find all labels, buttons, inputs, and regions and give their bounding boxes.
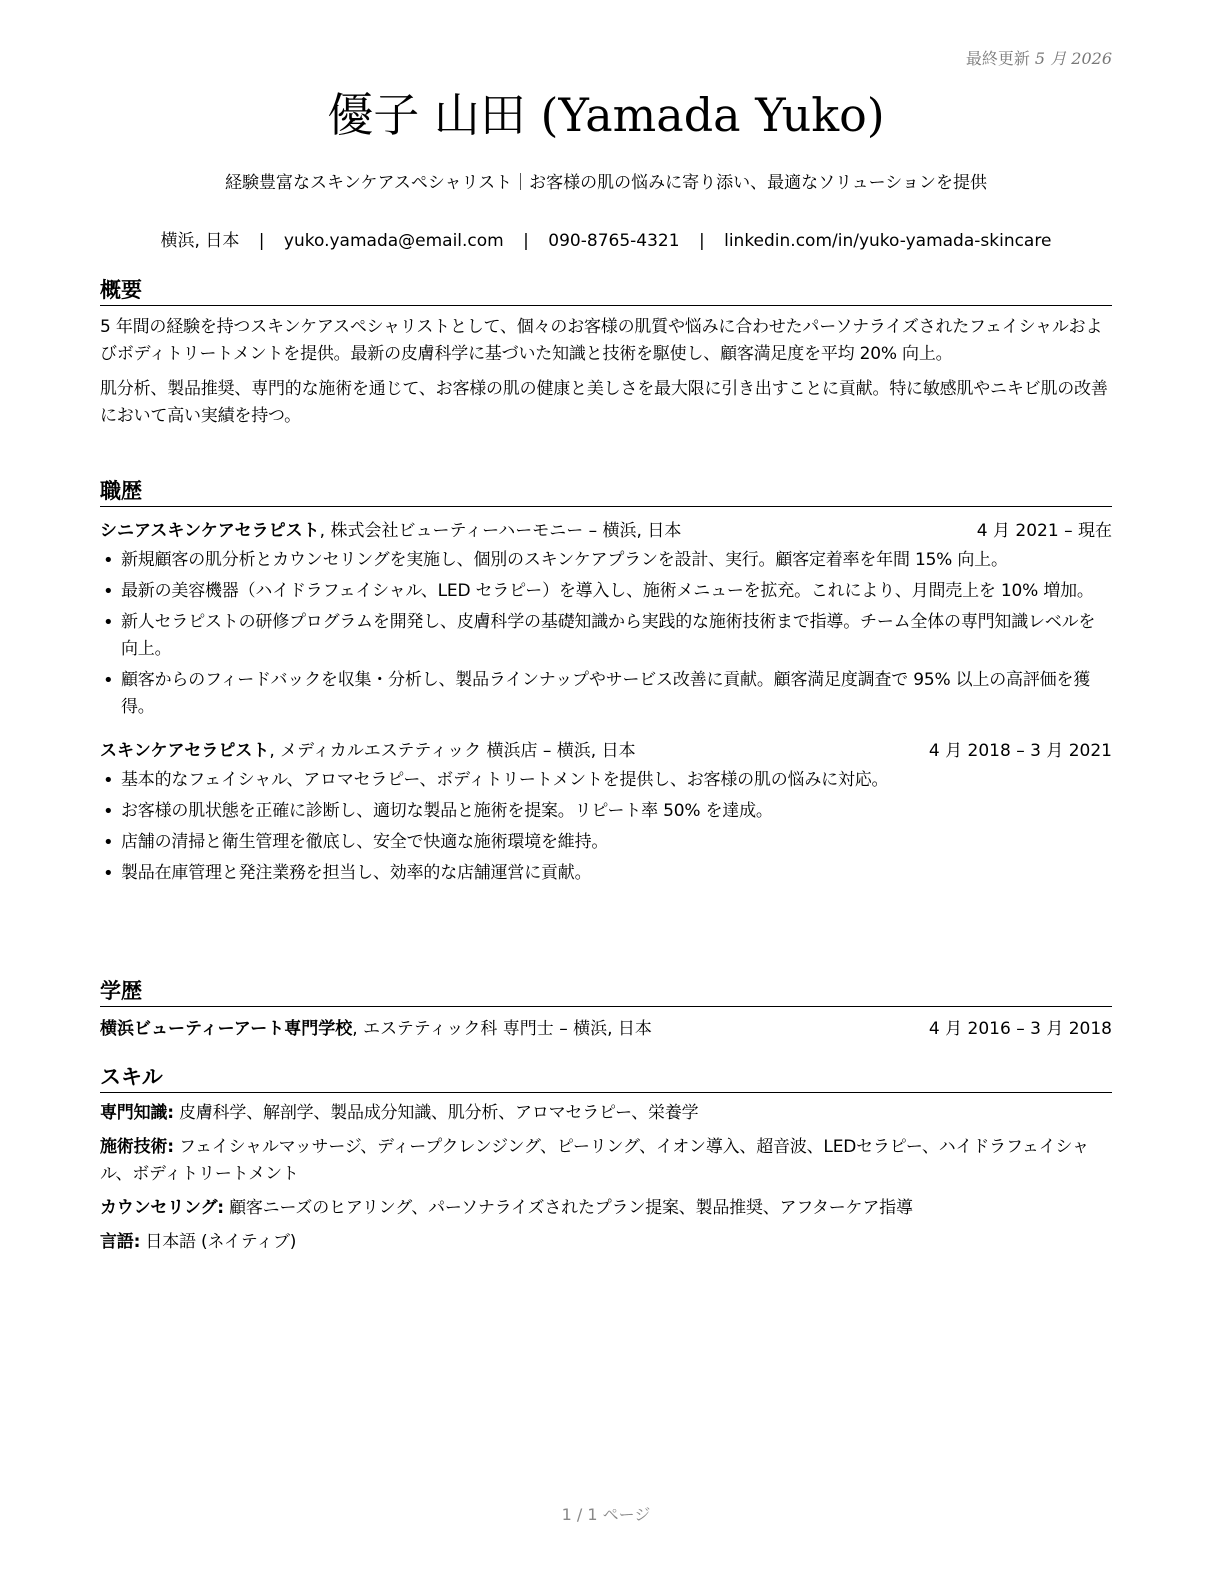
last-updated-label: 最終更新	[965, 49, 1030, 68]
education-school: 横浜ビューティーアート専門学校	[100, 1019, 353, 1040]
skill-line	[100, 1100, 1112, 1127]
skill-line	[100, 1229, 1112, 1256]
skill-label: 施術技術:	[100, 1137, 174, 1158]
contact-separator: |	[258, 231, 265, 251]
job-org: , 株式会社ビューティーハーモニー – 横浜, 日本	[319, 521, 682, 542]
person-name: 優子 山田 (Yamada Yuko)	[327, 88, 885, 142]
section-heading-skills: スキル	[100, 1064, 1112, 1093]
experience-section	[100, 478, 1112, 887]
job-bullets	[100, 547, 1112, 721]
contact-location: 横浜, 日本	[160, 231, 240, 251]
education-section	[100, 978, 1112, 1041]
job-bullet: • 新人セラピストの研修プログラムを開発し、皮膚科学の基礎知識から実践的な施術技術まで指導。チーム全体の専門知識レベルを向上。	[100, 609, 1112, 663]
tagline: 経験豊富なスキンケアスペシャリスト｜お客様の肌の悩みに寄り添い、最適なソリューションを提供	[225, 173, 987, 193]
job-title-org	[100, 739, 636, 763]
skill-label: 専門知識:	[100, 1103, 174, 1124]
contact-separator: |	[523, 231, 529, 251]
contact-line	[100, 226, 1112, 251]
job-title: シニアスキンケアセラピスト	[100, 521, 320, 542]
contact-email[interactable]: yuko.yamada@email.com	[283, 231, 504, 251]
section-heading-experience: 職歴	[100, 478, 1112, 507]
last-updated	[966, 46, 1112, 69]
skill-label: カウンセリング:	[100, 1198, 224, 1219]
job-dates: 4 月 2018 – 3 月 2021	[928, 741, 1112, 762]
skills-section	[100, 1064, 1112, 1256]
job-bullet: • お客様の肌状態を正確に診断し、適切な製品と施術を提案。リピート率 50% を達成。	[100, 798, 1112, 825]
contact-separator: |	[698, 231, 705, 251]
skill-line	[100, 1134, 1112, 1188]
section-heading-summary: 概要	[100, 277, 1112, 306]
skill-value: フェイシャルマッサージ、ディープクレンジング、ピーリング、イオン導入、超音波、LEDセラピー、ハイドラフェイシャル、ボディトリートメント	[100, 1137, 1089, 1185]
education-detail: , エステティック科 専門士 – 横浜, 日本	[352, 1019, 652, 1040]
summary-paragraph: 5 年間の経験を持つスキンケアスペシャリストとして、個々のお客様の肌質や悩みに合わせたパーソナライズされたフェイシャルおよびボディトリートメントを提供。最新の皮膚科学に基づいた知識と技術を駆使し、顧客満足度を平均 20% 向上。	[100, 317, 1103, 365]
job-bullets	[100, 767, 1112, 887]
skill-label: 言語:	[100, 1232, 141, 1253]
job-header	[100, 519, 1112, 543]
job-org: , メディカルエステティック 横浜店 – 横浜, 日本	[269, 741, 636, 762]
section-heading-education: 学歴	[100, 978, 1112, 1007]
job-bullet: • 製品在庫管理と発注業務を担当し、効率的な店舗運営に貢献。	[100, 860, 1112, 887]
skill-value: 皮膚科学、解剖学、製品成分知識、肌分析、アロマセラピー、栄養学	[173, 1103, 699, 1124]
summary-section	[100, 277, 1112, 430]
contact-phone[interactable]: 090-8765-4321	[548, 231, 680, 251]
job-bullet: • 最新の美容機器（ハイドラフェイシャル、LED セラピー）を導入し、施術メニューを拡充。これにより、月間売上を 10% 増加。	[100, 578, 1112, 605]
skill-value: 顧客ニーズのヒアリング、パーソナライズされたプラン提案、製品推奨、アフターケア指導	[223, 1198, 913, 1219]
skill-value: 日本語 (ネイティブ)	[140, 1232, 297, 1253]
last-updated-date: 5 月 2026	[1034, 49, 1112, 68]
skill-line	[100, 1195, 1112, 1222]
job-dates: 4 月 2021 – 現在	[976, 521, 1112, 542]
education-school-detail	[100, 1017, 652, 1041]
resume-page	[100, 0, 1112, 1584]
education-entry	[100, 1017, 1112, 1041]
contact-linkedin[interactable]: linkedin.com/in/yuko-yamada-skincare	[724, 231, 1052, 251]
job-bullet: • 顧客からのフィードバックを収集・分析し、製品ラインナップやサービス改善に貢献。顧客満足度調査で 95% 以上の高評価を獲得。	[100, 667, 1112, 721]
job-title-org	[100, 519, 681, 543]
job-header	[100, 739, 1112, 763]
job-bullet: • 基本的なフェイシャル、アロマセラピー、ボディトリートメントを提供し、お客様の肌の悩みに対応。	[100, 767, 1112, 794]
summary-paragraph: 肌分析、製品推奨、専門的な施術を通じて、お客様の肌の健康と美しさを最大限に引き出すことに貢献。特に敏感肌やニキビ肌の改善において高い実績を持つ。	[100, 379, 1108, 427]
job-bullet: • 新規顧客の肌分析とカウンセリングを実施し、個別のスキンケアプランを設計、実行。顧客定着率を年間 15% 向上。	[100, 547, 1112, 574]
education-dates: 4 月 2016 – 3 月 2018	[928, 1019, 1112, 1040]
page-number: 1 / 1 ページ	[561, 1505, 651, 1524]
job-bullet: • 店舗の清掃と衛生管理を徹底し、安全で快適な施術環境を維持。	[100, 829, 1112, 856]
job-title: スキンケアセラピスト	[100, 741, 270, 762]
